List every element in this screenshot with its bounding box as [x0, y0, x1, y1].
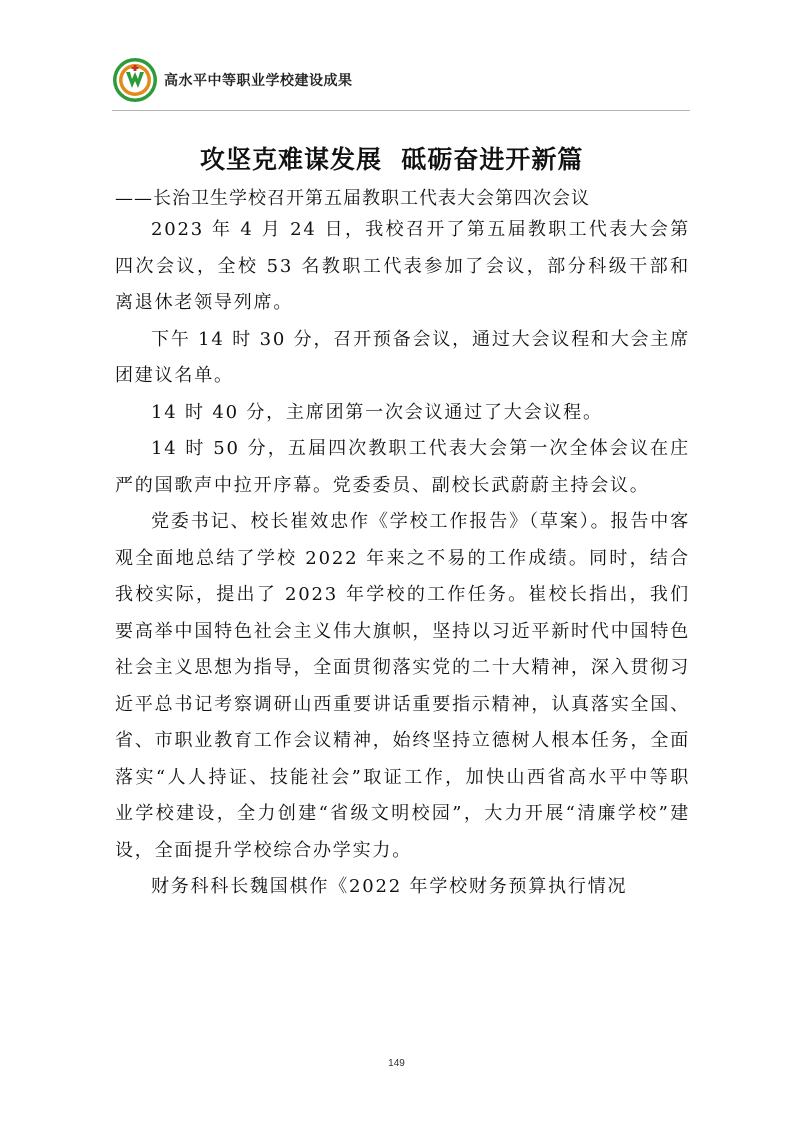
article-title: 攻坚克难谋发展 砥砺奋进开新篇 [200, 145, 584, 174]
article-subtitle: ——长治卫生学校召开第五届教职工代表大会第四次会议 [115, 188, 590, 209]
article-paragraph: 财务科科长魏国棋作《2022 年学校财务预算执行情况 [151, 876, 628, 897]
page-number: 149 [388, 1058, 405, 1069]
header-divider [112, 110, 690, 111]
article-paragraph: 党委书记、校长崔效忠作《学校工作报告》（草案）。报告中客观全面地总结了学校 2022 年来之不易的工作成绩。同时，结合我校实际，提出了 2023 年学校的工作任务。崔校长指出，我们要高举中国特色社会主义伟大旗帜，坚持以习近平新时代中国特色社会主义思想为指导，全面贯彻落实党的二十大精神，深入贯彻习近平总书记考察调研山西重要讲话重要指示精神，认真落实全国、省、市职业教育工作会议精神，始终坚持立德树人根本任务，全面落实“人人持证、技能社会”取证工作，加快山西省高水平中等职业学校建设，全力创建“省级文明校园”，大力开展“清廉学校”建设，全面提升学校综合办学实力。 [115, 511, 690, 861]
article-paragraph: 14 时 40 分，主席团第一次会议通过了大会议程。 [151, 401, 603, 423]
page-header [112, 50, 692, 110]
article-paragraph: 14 时 50 分，五届四次教职工代表大会第一次全体会议在庄严的国歌声中拉开序幕。党委委员、副校长武蔚蔚主持会议。 [115, 438, 690, 496]
header-title: 高水平中等职业学校建设成果 [164, 73, 353, 89]
article [115, 140, 690, 906]
article-paragraph: 下午 14 时 30 分，召开预备会议，通过大会议程和大会主席团建议名单。 [115, 328, 690, 386]
article-paragraph: 2023 年 4 月 24 日，我校召开了第五届教职工代表大会第四次会议，全校 53 名教职工代表参加了会议，部分科级干部和离退休老领导列席。 [115, 219, 690, 313]
school-emblem-icon [112, 57, 158, 103]
